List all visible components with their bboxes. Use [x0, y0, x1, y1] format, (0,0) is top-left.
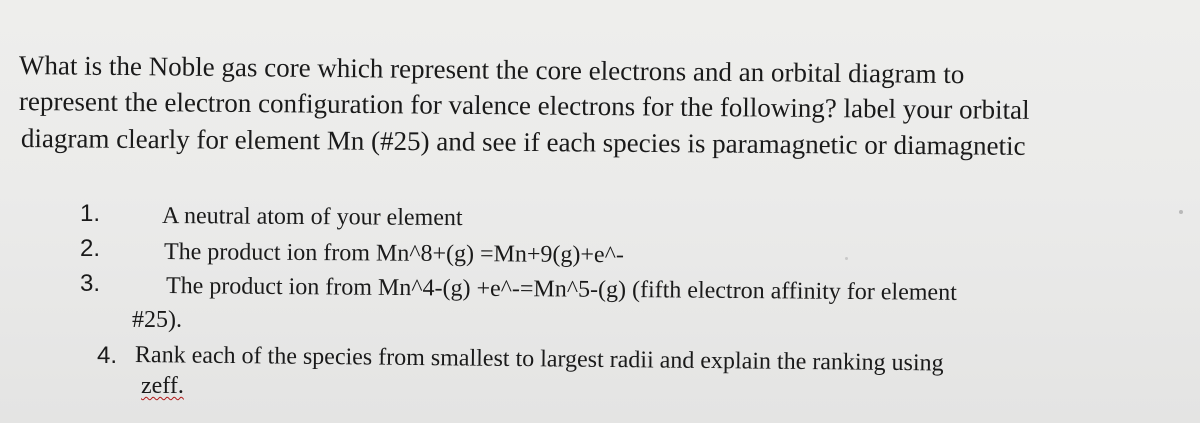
paper-speck: [845, 257, 848, 260]
item-1-number: 1.: [80, 200, 101, 227]
question-line-2: represent the electron configuration for valence electrons for the following? label your orbital: [18, 86, 1030, 125]
item-4-number: 4.: [97, 342, 118, 369]
item-2-text: The product ion from Mn^8+(g) =Mn+9(g)+e^-: [163, 239, 624, 269]
item-4-text: Rank each of the species from smallest to largest radii and explain the ranking using: [134, 342, 944, 377]
item-3-text: The product ion from Mn^4-(g) +e^-=Mn^5-(g) (fifth electron affinity for element: [165, 273, 957, 306]
item-1-text: A neutral atom of your element: [161, 203, 463, 232]
item-4-text-continued: zeff.: [141, 373, 184, 399]
item-3-text-continued: #25).: [132, 307, 182, 333]
item-2-number: 2.: [80, 235, 101, 262]
question-line-3: diagram clearly for element Mn (#25) and see if each species is paramagnetic or diamagnetic: [20, 123, 1026, 161]
paper-speck: [1179, 210, 1183, 214]
item-3-number: 3.: [80, 270, 101, 297]
question-line-1: What is the Noble gas core which represent the core electrons and an orbital diagram to: [18, 50, 965, 90]
